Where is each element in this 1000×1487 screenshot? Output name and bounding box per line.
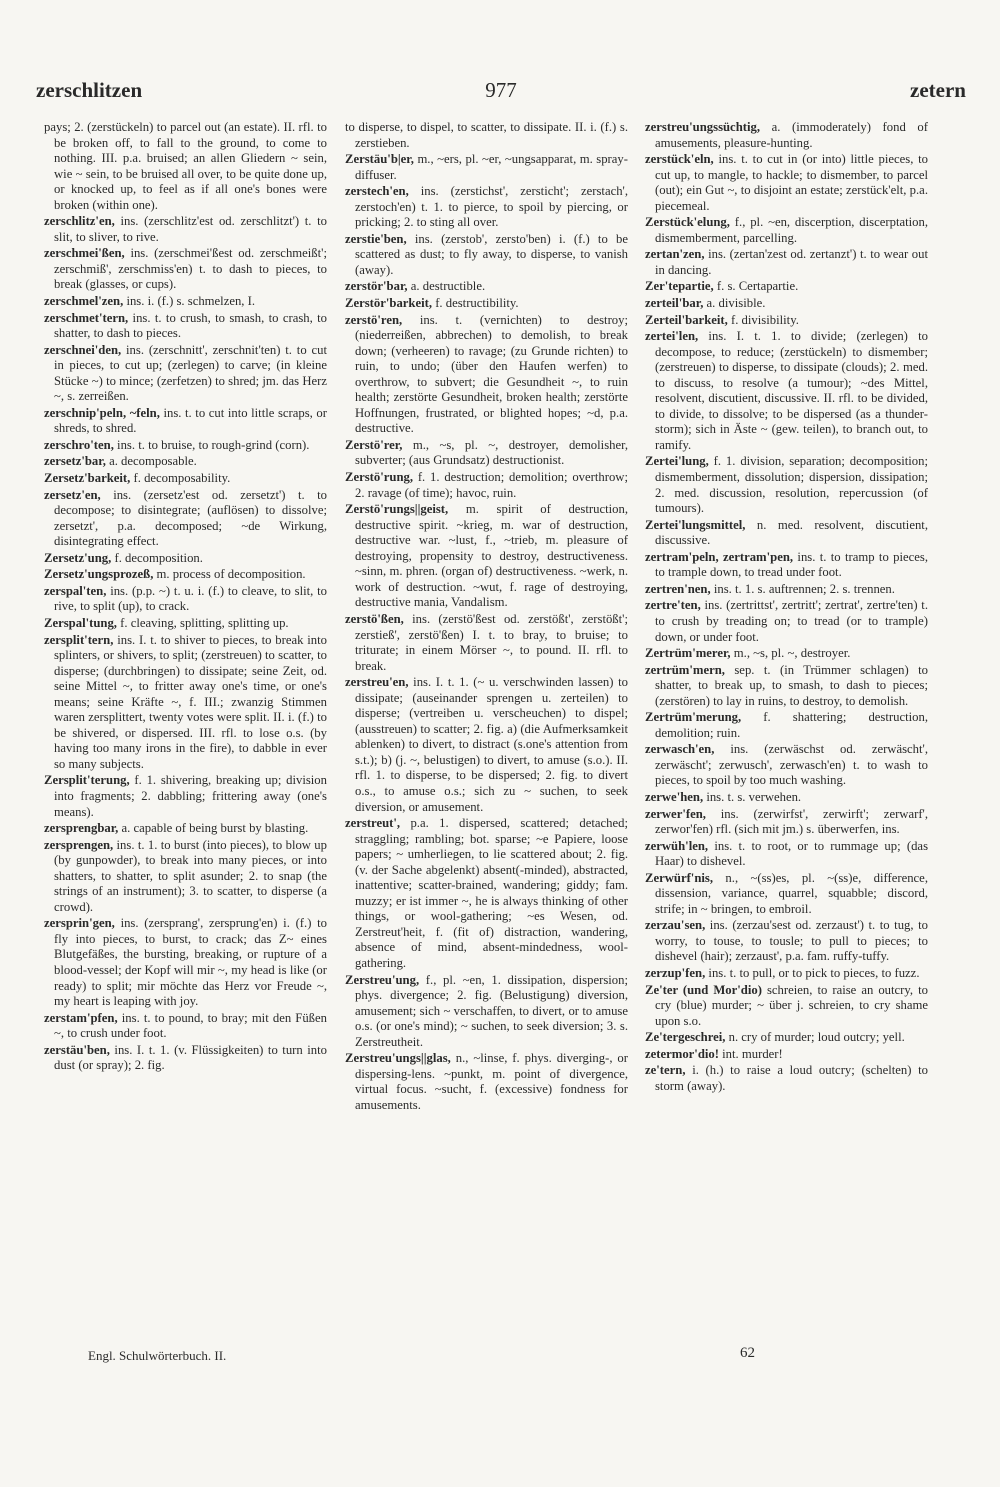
entry-definition: f. s. Certapartie. <box>716 279 799 294</box>
dictionary-entry <box>345 279 628 295</box>
dictionary-entry <box>645 152 928 214</box>
entry-headword: Zerstö'rung, <box>345 470 414 485</box>
entry-definition: ins. i. (f.) s. schmelzen, I. <box>126 294 256 309</box>
entry-headword: zerstäu'ben, <box>44 1042 110 1057</box>
entry-headword: zertram'peln, zertram'pen, <box>645 549 794 564</box>
dictionary-entry <box>44 120 327 213</box>
dictionary-entry <box>44 294 327 310</box>
dictionary-entry <box>345 184 628 231</box>
page-number: 977 <box>485 78 517 102</box>
dictionary-entry <box>645 1047 928 1063</box>
entry-definition: f. cleaving, splitting, splitting up. <box>120 615 289 630</box>
dictionary-entry <box>44 1043 327 1074</box>
dictionary-entry <box>44 343 327 405</box>
entry-definition: ins. (p.p. ~) t. u. i. (f.) to cleave, to slit, to rive, to split (up), to crack. <box>54 583 328 614</box>
entry-definition: int. murder! <box>722 1046 783 1061</box>
entry-headword: zerstück'eln, <box>645 152 714 167</box>
dictionary-entry <box>345 502 628 611</box>
header-right-catchword: zetern <box>910 78 966 102</box>
entry-headword: Zersetz'ung, <box>44 550 112 565</box>
entry-definition: f. decomposition. <box>114 550 203 565</box>
entry-definition: ins. t. s. verwehen. <box>706 789 802 804</box>
entry-headword: zerstör'bar, <box>345 279 408 294</box>
entry-definition: f. shattering; destruction, demolition; ruin. <box>655 710 928 740</box>
entry-headword: zertan'zen, <box>645 247 705 262</box>
dictionary-entry <box>645 518 928 549</box>
entry-headword: zerwe'hen, <box>645 789 704 804</box>
entry-definition: ins. (zerschmei'ßest od. zerschmeißt'; zerschmiß', zerschmiss'en) t. to dash to pieces, to break (glasses, or cups). <box>54 246 327 292</box>
dictionary-entry <box>44 633 327 773</box>
entry-definition: ins. I. t. 1. (v. Flüssigkeiten) to turn into dust (or spray); 2. fig. <box>54 1042 327 1073</box>
entry-definition: ins. (zersprang', zersprung'en) i. (f.) to fly into pieces, to burst, to crack; das Z~ eines Blutgefäßes, the bursting, breaking, or rupture of a blood-vessel; der Kopf will mir ~, my head is like (or ready) to split; mir möchte das Herz vor Freude ~, my heart is leaping with joy. <box>54 916 328 1009</box>
entry-headword: zerstie'ben, <box>345 231 407 246</box>
dictionary-entry <box>345 675 628 815</box>
entry-headword: Zerstör'barkeit, <box>345 296 433 311</box>
column-3 <box>645 120 928 1095</box>
entry-headword: Zertrüm'merer, <box>645 646 731 661</box>
entry-headword: zersetz'bar, <box>44 454 106 469</box>
entry-definition: ins. t. 1. to burst (into pieces), to blow up (by gunpowder), to break into many pieces, or into shatters, to shatter, to split asunder; 2. to snap (the strings of an instrument); 3. to scatter, to disperse (a crowd). <box>54 837 327 914</box>
dictionary-entry <box>645 871 928 918</box>
entry-headword: ze'tern, <box>645 1063 686 1078</box>
entry-headword: zerteil'bar, <box>645 296 704 311</box>
dictionary-entry <box>645 296 928 312</box>
entry-definition: ins. t. 1. s. auftrennen; 2. s. trennen. <box>713 581 895 596</box>
entry-definition: ins. (zerstob', zersto'ben) i. (f.) to be scattered as dust; to fly away, to disperse, to vanish (away). <box>355 231 628 277</box>
entry-headword: zerstreu'ungssüchtig, <box>645 120 761 134</box>
dictionary-entry <box>645 215 928 246</box>
dictionary-entry <box>44 406 327 437</box>
dictionary-entry <box>44 488 327 550</box>
entry-definition: ins. I. t. 1. to divide; (zerlegen) to decompose, to reduce; (zerstückeln) to dismember; (zerstreuen) to disperse, to dissipate (clouds); 2. med. to discuss, to resolve (a tumour); ~des Mittel, resolvent, discutient, discussive. II. rfl. to be divided, to divide, to dissolve; to be dispersed (as a thunder-storm); sich in Äste ~ (gew. teilen), to branch out, to ramify. <box>655 329 928 452</box>
entry-definition: f., pl. ~en, discerption, discerptation, dismemberment, parcelling. <box>655 215 929 245</box>
entry-definition: to disperse, to dispel, to scatter, to dissipate. II. i. (f.) s. zerstieben. <box>345 120 628 150</box>
dictionary-entry <box>345 313 628 437</box>
dictionary-entry <box>44 551 327 567</box>
dictionary-entry <box>345 296 628 312</box>
entry-definition: ins. t. to root, or to rummage up; (das Haar) to dishevel. <box>655 838 929 869</box>
entry-definition: ins. t. to bruise, to rough-grind (corn). <box>117 437 310 452</box>
entry-definition: a. capable of being burst by blasting. <box>121 821 309 836</box>
entry-definition: f. 1. shivering, breaking up; division into fragments; 2. dabbling; frittering away (one's means). <box>54 773 327 819</box>
entry-definition: m. spirit of destruction, destructive spirit. ~krieg, m. war of destruction, destructive war. ~lust, f., ~trieb, m. pleasure of destroying, propensity to destroy, destructiveness. ~sinn, m. phren. (organ of) destructiveness. ~werk, n. work of destruction. ~wut, f. rage of destroying, destructive mania, Vandalism. <box>355 502 628 610</box>
entry-definition: f., pl. ~en, 1. dissipation, dispersion; phys. divergence; 2. fig. (Belustigung) diversion, amusement; sich ~ verschaffen, to divert, or to amuse o.s. (or one's mind); ~ suchen, to seek diversion; 3. s. Zerstreutheit. <box>355 972 628 1049</box>
dictionary-entry <box>44 821 327 837</box>
entry-definition: ins. I. t. 1. (~ u. verschwinden lassen) to dissipate; (auseinander sprengen u. zerteilen) to disperse; (vertreiben u. verscheuchen) to dispel; (ausstreuen) to scatter; 2. fig. a) (die Aufmerksamkeit ablenken) to divert, to distract (s.one's attention from s.t.); b) (j. ~, belustigen) to divert, to amuse (s.o.). II. rfl. 1. to disperse, to be dispersed; 2. fig. to divert o.s., to amuse o.s.; sich zu ~ suchen, to seek diversion, or amusement. <box>355 675 628 814</box>
entry-headword: zerzau'sen, <box>645 918 706 933</box>
entry-headword: zerstreu'en, <box>345 675 409 690</box>
entry-definition: f. destructibility. <box>435 296 519 311</box>
entry-headword: Zer'tepartie, <box>645 279 714 294</box>
dictionary-entry <box>645 983 928 1030</box>
dictionary-entry <box>645 247 928 278</box>
entry-headword: zersprin'gen, <box>44 916 115 931</box>
dictionary-entry <box>645 313 928 329</box>
entry-definition: ins. (zertan'zest od. zertanzt') t. to wear out in dancing. <box>655 247 928 277</box>
dictionary-entry <box>44 616 327 632</box>
entry-headword: zersprengbar, <box>44 821 119 836</box>
entry-definition: a. divisible. <box>706 296 766 311</box>
entry-definition: ins. (zerzau'sest od. zerzaust') t. to tug, to worry, to touse, to tousle; to pull to pieces; to dishevel (hair); zerzaust', p.a. fam. ruffy-tuffy. <box>655 918 928 964</box>
dictionary-entry <box>44 567 327 583</box>
dictionary-entry <box>645 598 928 645</box>
dictionary-entry <box>345 232 628 279</box>
entry-definition: ins. (zerstichst', zersticht'; zerstach', zerstoch'en) t. 1. to pierce, to spoil by piercing, or pricking; 2. to sting all over. <box>355 184 629 230</box>
entry-headword: zerschmet'tern, <box>44 310 129 325</box>
entry-headword: zerschnip'peln, ~feln, <box>44 405 160 420</box>
page-header <box>36 78 966 108</box>
dictionary-entry <box>645 1063 928 1094</box>
entry-headword: Zerspal'tung, <box>44 615 117 630</box>
dictionary-entry <box>44 838 327 916</box>
entry-headword: zerstreut', <box>345 816 401 831</box>
entry-definition: ins. t. to tramp to pieces, to trample down, to tread under foot. <box>655 549 928 580</box>
entry-headword: zerschlitz'en, <box>44 214 115 229</box>
dictionary-entry <box>345 470 628 501</box>
entry-definition: schreien, to raise an outcry, to cry (blue) murder; ~ über j. schreien, to cry shame upon s.o. <box>655 982 928 1028</box>
dictionary-entry <box>44 454 327 470</box>
dictionary-entry <box>345 438 628 469</box>
dictionary-entry <box>345 612 628 674</box>
entry-headword: zetermor'dio! <box>645 1046 719 1061</box>
entry-headword: zerstam'pfen, <box>44 1010 118 1025</box>
entry-definition: ins. (zerschlitz'est od. zerschlitzt') t. to slit, to sliver, to rive. <box>54 214 327 244</box>
entry-definition: f. 1. division, separation; decomposition; dismemberment, dissolution; dispersion, dissipation; 2. med. discussion, resolution, repercussion (of tumours). <box>655 454 929 516</box>
entry-definition: m. process of decomposition. <box>156 567 306 582</box>
entry-headword: Zerwürf'nis, <box>645 870 714 885</box>
dictionary-entry <box>345 120 628 151</box>
dictionary-entry <box>44 471 327 487</box>
entry-definition: ins. t. to cut in (or into) little pieces, to cut up, to mangle, to hackle; to dismember, to parcel (out); ein Gut ~, to disjoint an estate; zerstück'elt, p.a. piecemeal. <box>655 152 928 213</box>
dictionary-entry <box>345 973 628 1051</box>
entry-headword: Zerteil'barkeit, <box>645 312 728 327</box>
entry-headword: Zerstreu'ung, <box>345 972 420 987</box>
dictionary-entry <box>645 646 928 662</box>
entry-headword: Zerstreu'ungs||glas, <box>345 1051 451 1066</box>
entry-headword: zerschmel'zen, <box>44 294 124 309</box>
entry-headword: zerzup'fen, <box>645 965 706 980</box>
entry-definition: pays; 2. (zerstückeln) to parcel out (an estate). II. rfl. to be broken off, to fall to the ground, to come to nothing. III. p.a. bruised; an allen Gliedern ~ sein, wie ~ sein, to be bruised all over, to be quite done up, or knocked up, to feel as if all one's bones were broken (within one). <box>44 120 327 212</box>
entry-definition: a. (immoderately) fond of amusements, pleasure-hunting. <box>655 120 928 150</box>
dictionary-entry <box>645 966 928 982</box>
entry-headword: Zersetz'barkeit, <box>44 471 131 486</box>
entry-headword: Ze'ter (und Mor'dio) <box>645 982 762 997</box>
entry-definition: m., ~ers, pl. ~er, ~ungsapparat, m. spray-diffuser. <box>355 152 628 182</box>
column-1 <box>44 120 327 1075</box>
dictionary-entry <box>44 438 327 454</box>
dictionary-entry <box>645 550 928 581</box>
entry-definition: ins. t. to crush, to smash, to crash, to shatter, to dash to pieces. <box>54 310 328 341</box>
dictionary-entry <box>44 584 327 615</box>
dictionary-entry <box>44 916 327 1009</box>
dictionary-entry <box>645 1030 928 1046</box>
entry-headword: Zertei'lung, <box>645 454 709 469</box>
entry-headword: zertrüm'mern, <box>645 662 725 677</box>
entry-definition: ins. (zerschnitt', zerschnit'ten) t. to cut in pieces, to cut up; (zerlegen) to carve; (in kleine Stücke ~) to mince; (zerfetzen) to shred; jm. das Herz ~, s. zerreißen. <box>54 342 327 404</box>
dictionary-entry <box>645 582 928 598</box>
entry-headword: zerstö'ren, <box>345 312 403 327</box>
entry-headword: zersetz'en, <box>44 487 101 502</box>
entry-headword: zersplit'tern, <box>44 632 114 647</box>
dictionary-entry <box>645 807 928 838</box>
dictionary-entry <box>345 152 628 183</box>
entry-headword: zerschro'ten, <box>44 437 114 452</box>
column-2 <box>345 120 628 1114</box>
entry-definition: n., ~(ss)es, pl. ~(ss)e, difference, dissension, variance, quarrel, squabble; discord, strife; in ~ bringen, to embroil. <box>655 870 928 916</box>
entry-definition: ins. t. to pound, to bray; mit den Füßen ~, to crush under foot. <box>54 1010 327 1041</box>
dictionary-entry <box>645 120 928 151</box>
entry-headword: zertei'len, <box>645 329 699 344</box>
entry-headword: Zersetz'ungsprozeß, <box>44 567 154 582</box>
entry-headword: Zerstäu'b|er, <box>345 152 414 167</box>
dictionary-entry <box>345 1051 628 1113</box>
entry-definition: f. divisibility. <box>730 312 799 327</box>
entry-headword: zerschmei'ßen, <box>44 246 125 261</box>
entry-headword: Zerstö'rungs||geist, <box>345 502 449 517</box>
dictionary-entry <box>645 279 928 295</box>
dictionary-entry <box>44 311 327 342</box>
entry-headword: Zersplit'terung, <box>44 773 130 788</box>
signature-mark: 62 <box>740 1345 755 1361</box>
entry-definition: f. 1. destruction; demolition; overthrow; 2. ravage (of time); havoc, ruin. <box>355 470 628 500</box>
entry-headword: zerstö'ßen, <box>345 611 404 626</box>
entry-definition: n., ~linse, f. phys. diverging-, or dispersing-lens. ~punkt, m. point of divergence, virtual focus. ~sucht, f. (excessive) fondness for amusements. <box>355 1051 628 1112</box>
dictionary-entry <box>645 918 928 965</box>
entry-definition: sep. t. (in Trümmer schlagen) to shatter, to break up, to smash, to dash to pieces; (zerstören) to lay in ruins, to destroy, to demolish. <box>655 662 928 708</box>
entry-headword: zersprengen, <box>44 837 114 852</box>
entry-headword: Zerstö'rer, <box>345 437 403 452</box>
entry-definition: m., ~s, pl. ~, destroyer, demolisher, subverter; (aus Grundsatz) destructionist. <box>355 437 629 468</box>
dictionary-entry <box>645 663 928 710</box>
entry-definition: n. cry of murder; loud outcry; yell. <box>728 1030 905 1045</box>
entry-definition: ins. (zersetz'est od. zersetzt') t. to decompose; to disintegrate; (auflösen) to dissolve; zersetzt', p.a. decomposed; ~de Wirkung, disintegrating effect. <box>54 487 327 549</box>
entry-definition: ins. (zertrittst', zertritt'; zertrat', zertre'ten) t. to crush by treading on; to tread (or to trample) down, or under foot. <box>655 598 929 644</box>
dictionary-columns <box>30 120 970 1400</box>
entry-headword: zerstech'en, <box>345 184 409 199</box>
entry-headword: Ze'tergeschrei, <box>645 1030 726 1045</box>
entry-definition: i. (h.) to raise a loud outcry; (schelten) to storm (away). <box>655 1063 929 1093</box>
entry-definition: ins. t. (vernichten) to destroy; (niederreißen, abbrechen) to demolish, to break down; (verheeren) to ravage; (zu Grunde richten) to ruin, to undo; (über den Haufen werfen) to overthrow, to subvert; die Gesundheit ~, to ruin health; zerstörte Gesundheit, broken health; zerstörte Hoffnungen, frustrated, or blighted hopes; ~d, p.a. destructive. <box>355 312 629 436</box>
entry-headword: zerschnei'den, <box>44 342 122 357</box>
dictionary-entry <box>645 742 928 789</box>
entry-definition: m., ~s, pl. ~, destroyer. <box>733 646 851 661</box>
entry-definition: p.a. 1. dispersed, scattered; detached; straggling; rambling; bot. sparse; ~e Papiere, loose papers; ~ umherliegen, to lie scattered about; 2. fig. (v. der Sache abgelenkt) absent(-minded), abstracted, inattentive; scatter-brained, wandering; giddy; fam. muzzy; er ist immer ~, he is always thinking of other things, or wool-gathering; ~es Wesen, od. Zerstreut'heit, f. (fit of) distraction, wandering, absence of mind, absent-mindedness, wool-gathering. <box>355 816 629 970</box>
entry-headword: zertren'nen, <box>645 581 711 596</box>
entry-headword: zerwüh'len, <box>645 838 709 853</box>
dictionary-entry <box>645 329 928 453</box>
entry-definition: ins. t. to pull, or to pick to pieces, to fuzz. <box>708 965 920 980</box>
dictionary-entry <box>44 214 327 245</box>
entry-headword: zerwer'fen, <box>645 806 706 821</box>
dictionary-entry <box>645 839 928 870</box>
dictionary-entry <box>44 1011 327 1042</box>
entry-definition: ins. (zerwäschst od. zerwäscht', zerwäscht'; zerwusch', zerwasch'en) t. to wash to pieces, to spoil by too much washing. <box>655 742 928 788</box>
dictionary-entry <box>645 454 928 516</box>
entry-definition: f. decomposability. <box>133 471 231 486</box>
header-left-catchword: zerschlitzen <box>36 78 143 102</box>
dictionary-entry <box>645 790 928 806</box>
dictionary-entry <box>44 246 327 293</box>
footer-signature: Engl. Schulwörterbuch. II. <box>88 1348 227 1363</box>
entry-headword: Zertrüm'merung, <box>645 710 742 725</box>
entry-headword: zerwasch'en, <box>645 742 715 757</box>
entry-definition: ins. (zerstö'ßest od. zerstößt', zerstößt'; zerstieß', zerstö'ßen) I. t. to bray, to bruise; to triturate; in einem Mörser ~, to pound. II. rfl. to break. <box>355 611 628 673</box>
entry-definition: n. med. resolvent, discutient, discussive. <box>655 517 929 548</box>
entry-headword: zertre'ten, <box>645 598 701 613</box>
entry-headword: zerspal'ten, <box>44 583 107 598</box>
entry-headword: Zertei'lungsmittel, <box>645 517 746 532</box>
entry-definition: ins. I. t. to shiver to pieces, to break into splinters, or shivers, to split; (zerstreuen) to scatter, to disperse; (durchbringen) to dissipate; seine Zeit, od. seine Mittel ~, to fritter away one's time, or one's means; seine Kräfte ~, f. III.; zwanzig Stimmen waren zersplittert, twenty votes were split. II. i. (f.) to be shivered, or dispersed. III. rfl. to lose o.s. (by having too many irons in the fire), to dabble in ever so many subjects. <box>54 632 327 771</box>
entry-definition: ins. (zerwirfst', zerwirft'; zerwarf', zerwor'fen) rfl. (sich mit jm.) s. überwerfen, ins. <box>655 806 929 837</box>
entry-headword: Zerstück'elung, <box>645 215 730 230</box>
entry-definition: a. destructible. <box>410 279 486 294</box>
entry-definition: ins. t. to cut into little scraps, or shreds, to shred. <box>54 405 327 436</box>
dictionary-entry <box>345 816 628 971</box>
dictionary-entry <box>44 773 327 820</box>
dictionary-entry <box>645 710 928 741</box>
entry-definition: a. decomposable. <box>109 454 197 469</box>
